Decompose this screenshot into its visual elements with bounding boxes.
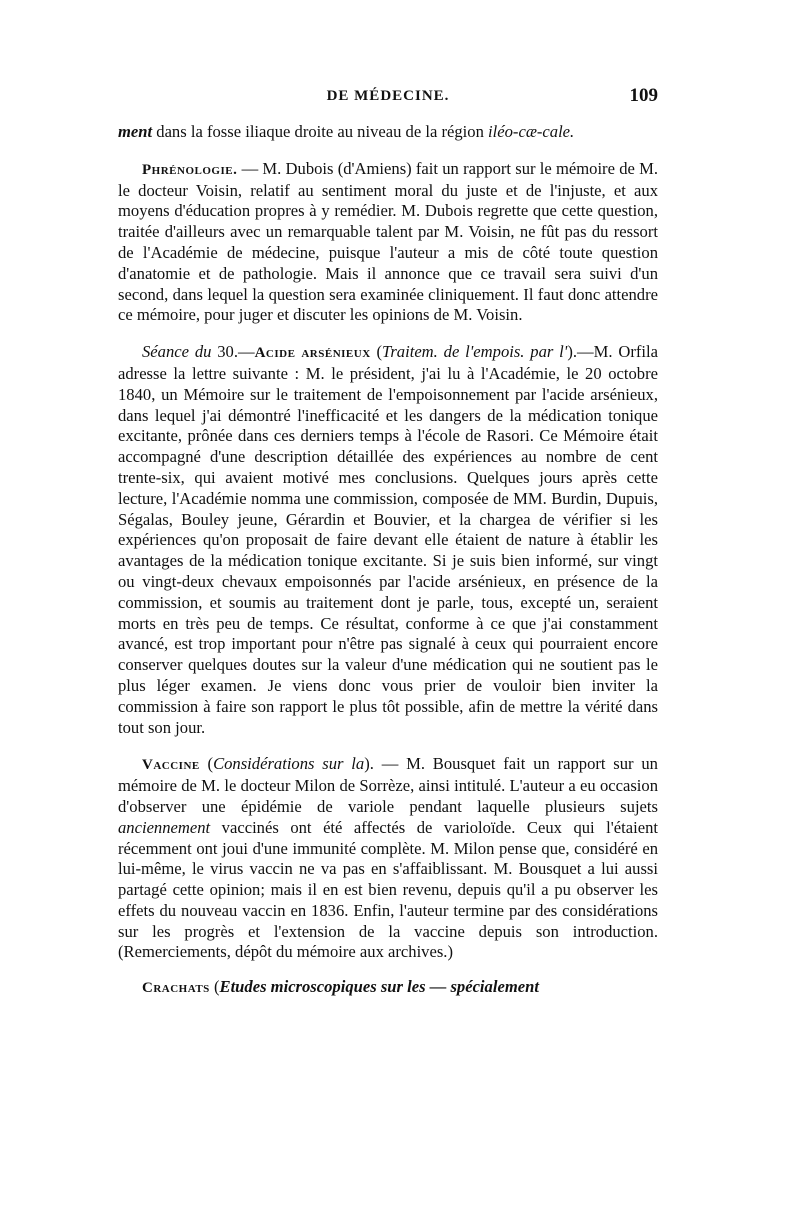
paragraph-continuation <box>118 122 658 143</box>
section-heading: Vaccine <box>142 757 200 774</box>
running-title: DE MÉDECINE. <box>326 88 450 104</box>
paren-open: ( <box>199 754 214 774</box>
paragraph-text: — M. Bousquet fait un rapport sur un mémoire de M. le docteur Milon de Sorrèze, ainsi intitulé. L'auteur a eu occasion d'observer une épidémie de variole pendant laquelle plusieurs sujets <box>118 754 658 816</box>
paragraph-crachats <box>118 977 658 999</box>
section-heading: Acide arsénieux <box>254 345 371 362</box>
italic-word: anciennement <box>118 817 211 837</box>
body-text <box>118 122 658 999</box>
session-date-number: 30.— <box>211 342 255 362</box>
paragraph-acide-arsenieux <box>118 342 658 738</box>
section-subtitle: Considérations sur la <box>213 754 365 774</box>
paragraph-text: —M. Orfila adresse la lettre suivante : M. le président, j'ai lu à l'Académie, le 20 octobre 1840, un Mémoire sur le traitement de l'empoisonnement par l'acide arsénieux, dans lequel j'ai démontré l'inefficacité et les dangers de la médication tonique excitante, prônée dans ces derniers temps à l'école de Rasori. Ce Mémoire était accompagné d'une description détaillée des expériences au nombre de cent trente-six, qui avaient motivé mes conclusions. Quelques jours après cette lecture, l'Académie nomma une commission, composée de MM. Burdin, Dupuis, Ségalas, Bouley jeune, Gérardin et Bouvier, et la chargea de vérifier si les expériences qu'on proposait de faire devant elle étaient de nature à établir les avantages de la médication tonique excitante. Si je suis bien informé, sur vingt ou vingt-deux chevaux empoisonnés par l'acide arsénieux, en présence de la commission, et soumis au traitement dont je parle, tous, excepté un, seraient morts en très peu de temps. Ce résultat, conforme à ce que j'ai constamment avancé, est trop important pour n'être pas signalé à ceux qui pourraient encore conserver quelques doutes sur la valeur d'une médication qui ne soutient pas le plus léger examen. Je viens donc vous prier de vouloir bien inviter la commission à faire son rapport le plus tôt possible, afin de mettre la vérité dans tout son jour. <box>118 342 658 737</box>
section-heading: Phrénologie. <box>142 161 238 178</box>
paragraph-text: vaccinés ont été affectés de varioloïde. Ceux qui l'étaient récemment ont joui d'une immunité complète. M. Milon pense que, considéré en lui-même, le virus vaccin ne va pas en s'affaiblissant. M. Bousquet a lui aussi partagé cette opinion; mais il en est bien revenu, depuis qu'il a pu observer les effets du nouveau vaccin en 1836. Enfin, l'auteur termine par des considérations sur les progrès et l'extension de la vaccine depuis son introduction. (Remerciements, dépôt du mémoire aux archives.) <box>118 817 658 962</box>
paragraph-phrenologie <box>118 159 658 326</box>
section-subtitle: Etudes microscopiques sur les — spécialement <box>219 977 539 997</box>
italic-word: ment <box>118 122 153 141</box>
paren-open: ( <box>370 342 383 362</box>
paragraph-vaccine <box>118 754 658 963</box>
italic-term: iléo-cæ-cale. <box>488 122 575 141</box>
paren-open: ( <box>209 977 220 997</box>
paragraph-text: — M. Dubois (d'Amiens) fait un rapport sur le mémoire de M. le docteur Voisin, relatif au sentiment moral du juste et de l'injuste, et aux moyens d'éducation propres à y remédier. M. Dubois regrette que cette question, traitée d'ailleurs avec un remarquable talent par M. Voisin, ne fût pas du ressort de l'Académie de médecine, puisque l'auteur a mis de côté toute question d'anatomie et de pathologie. Mais il annonce que ce travail sera suivi d'un second, dans lequel la question sera examinée cliniquement. Il faut donc attendre ce mémoire, pour juger et discuter les opinions de M. Voisin. <box>118 158 658 325</box>
paren-close: ). <box>364 754 374 774</box>
session-date-label: Séance du <box>142 342 212 362</box>
paren-close: ). <box>567 342 578 362</box>
running-head <box>118 85 658 112</box>
section-heading: Crachats <box>142 980 210 997</box>
section-subtitle: Traitem. de l'empois. par l' <box>382 342 568 362</box>
paragraph-text: dans la fosse iliaque droite au niveau de la région <box>152 122 489 141</box>
page-number: 109 <box>629 85 658 106</box>
